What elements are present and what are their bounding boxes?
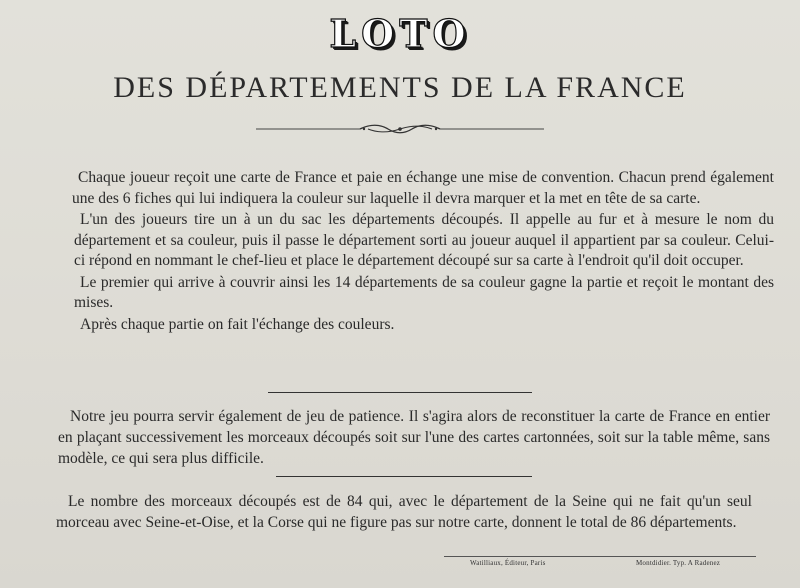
ornament-divider-icon — [250, 122, 550, 136]
rule-paragraph: Chaque joueur reçoit une carte de France et paie en échange une mise de convention. Chacun prend également une des 6 fiches qui lui indiquera la couleur sur laquelle il devra marquer et la met en tête de sa carte. — [72, 169, 774, 207]
printer-imprint: Montdidier. Typ. A Radenez — [636, 559, 721, 567]
piece-count-note — [56, 491, 752, 533]
page-subtitle: DES DÉPARTEMENTS DE LA FRANCE — [113, 71, 687, 104]
count-paragraph: Le nombre des morceaux découpés est de 84 qui, avec le département de la Seine qui ne fait qu'un seul morceau avec Seine-et-Oise, et la Corse qui ne figure pas sur notre carte, donnent le total de 86 départements. — [56, 493, 752, 531]
section-divider — [276, 476, 532, 477]
rule-paragraph: Après chaque partie on fait l'échange des couleurs. — [80, 315, 395, 333]
patience-paragraph: Notre jeu pourra servir également de jeu de patience. Il s'agira alors de reconstituer la carte de France en entier en plaçant successivement les morceaux découpés soit sur l'une des cartes cartonnées, soit sur la table même, sans modèle, ce qui sera plus difficile. — [58, 408, 770, 467]
game-rules — [74, 168, 774, 335]
rule-paragraph: Le premier qui arrive à couvrir ainsi les 14 départements de sa couleur gagne la partie et reçoit le montant des mises. — [74, 273, 774, 311]
publisher-imprint: Watilliaux, Éditeur, Paris — [470, 559, 546, 567]
footer-divider — [444, 556, 756, 557]
section-divider — [268, 392, 532, 393]
page-title: LOTO — [329, 11, 471, 56]
patience-note — [58, 406, 770, 469]
rule-paragraph: L'un des joueurs tire un à un du sac les départements découpés. Il appelle au fur et à mesure le nom du département et sa couleur, puis il passe le département sorti au joueur auquel il appartient par sa couleur. Celui-ci répond en nommant le chef-lieu et place le département découpé sur sa carte à l'endroit qu'il doit occuper. — [74, 211, 774, 269]
